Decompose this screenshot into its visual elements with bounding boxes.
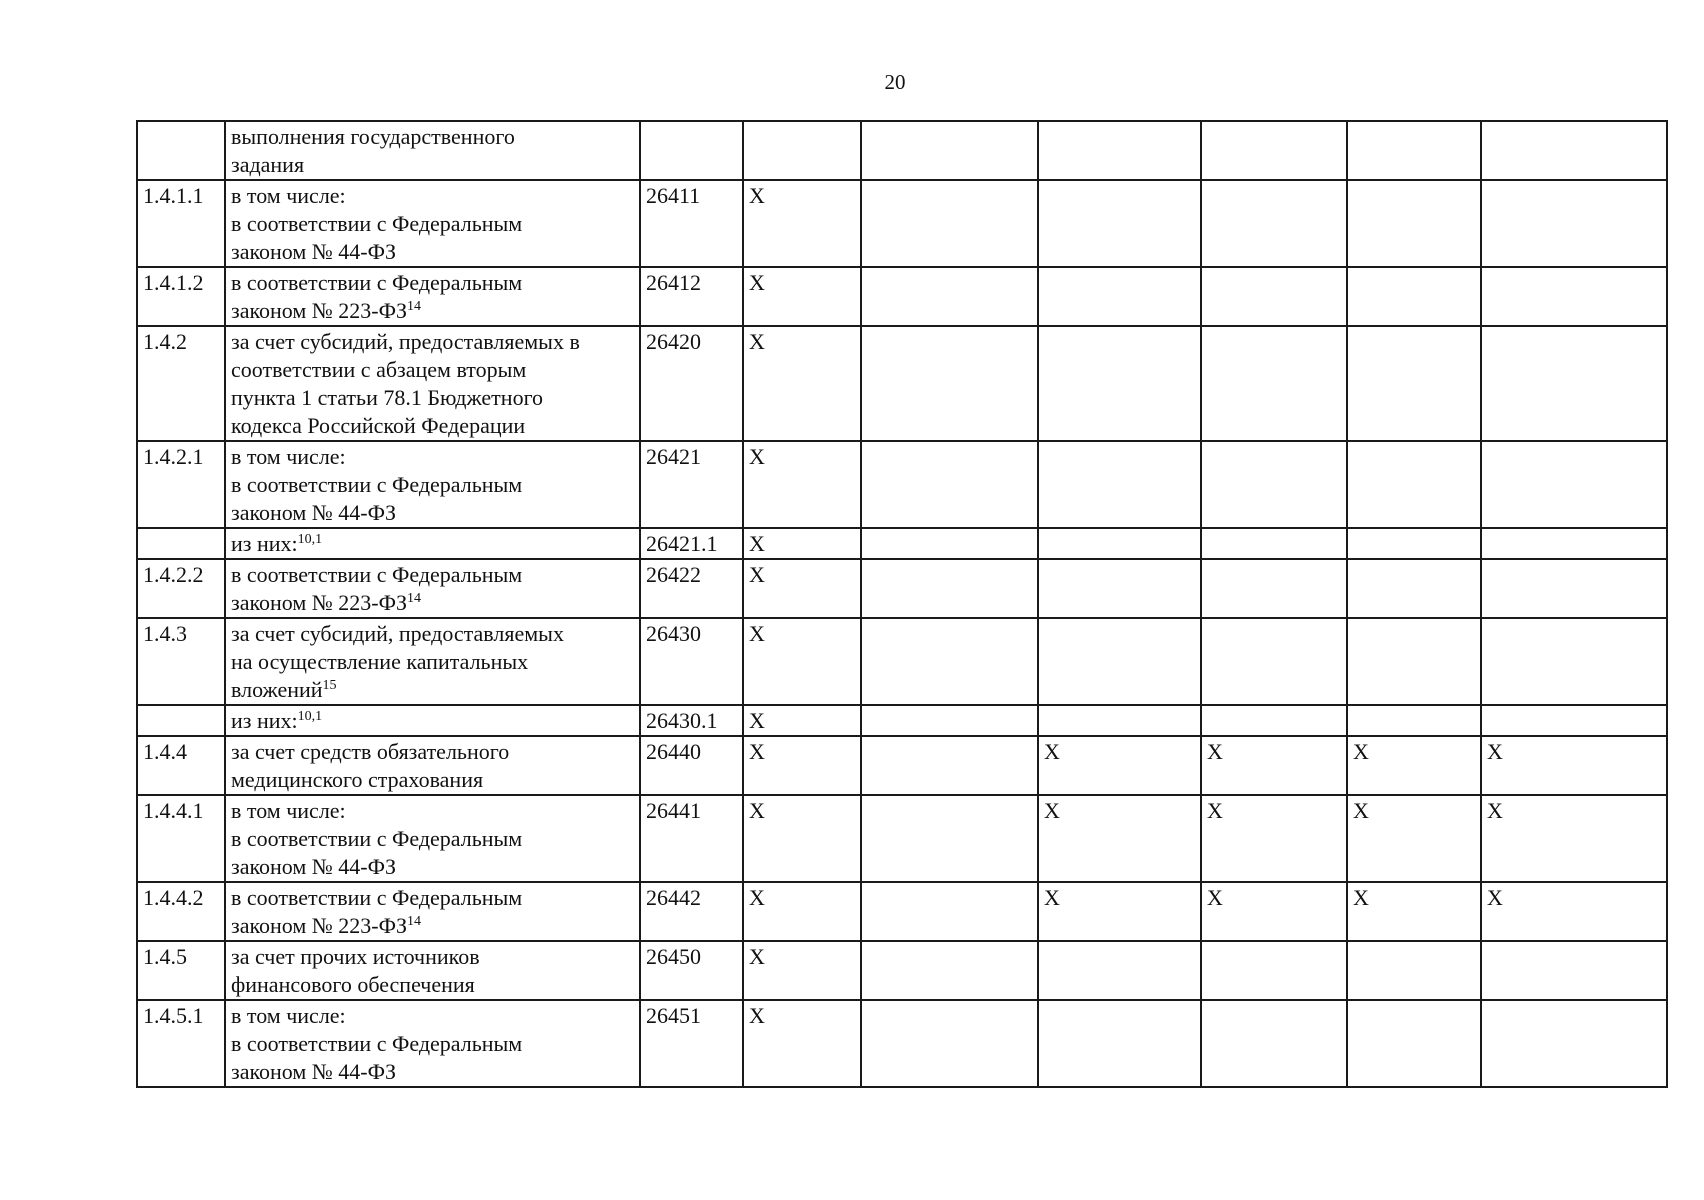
row-code-cell: 26420	[640, 326, 743, 441]
table-row	[137, 882, 1667, 941]
value-cell-5	[1038, 618, 1201, 705]
description-text: в соответствии с Федеральным	[231, 1031, 523, 1056]
description-line	[231, 676, 634, 704]
description-text: законом № 44-ФЗ	[231, 854, 397, 879]
row-number-cell	[137, 121, 225, 180]
row-description-cell	[225, 736, 640, 795]
value-cell-6	[1201, 618, 1347, 705]
row-number-cell: 1.4.2.2	[137, 559, 225, 618]
description-line	[231, 384, 634, 412]
value-cell-6	[1201, 1000, 1347, 1087]
row-number-cell: 1.4.5	[137, 941, 225, 1000]
description-line	[231, 443, 634, 471]
value-cell-4	[861, 705, 1038, 736]
description-line	[231, 238, 634, 266]
table-row	[137, 326, 1667, 441]
row-description-cell	[225, 882, 640, 941]
row-description-cell	[225, 705, 640, 736]
description-text: в соответствии с Федеральным	[231, 211, 523, 236]
description-line	[231, 471, 634, 499]
description-text: пункта 1 статьи 78.1 Бюджетного	[231, 385, 544, 410]
value-cell-4	[861, 618, 1038, 705]
footnote-ref: 14	[407, 914, 422, 929]
value-cell-7: X	[1347, 736, 1481, 795]
value-cell-3: X	[743, 736, 861, 795]
value-cell-4	[861, 121, 1038, 180]
row-description-cell	[225, 180, 640, 267]
value-cell-5	[1038, 705, 1201, 736]
value-cell-5	[1038, 559, 1201, 618]
row-number-cell: 1.4.4.2	[137, 882, 225, 941]
value-cell-4	[861, 267, 1038, 326]
row-code-cell: 26421	[640, 441, 743, 528]
value-cell-8	[1481, 559, 1667, 618]
value-cell-8	[1481, 1000, 1667, 1087]
row-number-cell: 1.4.1.1	[137, 180, 225, 267]
row-code-cell: 26450	[640, 941, 743, 1000]
value-cell-7	[1347, 705, 1481, 736]
value-cell-7	[1347, 618, 1481, 705]
description-line	[231, 182, 634, 210]
table-row	[137, 795, 1667, 882]
row-code-cell: 26411	[640, 180, 743, 267]
value-cell-6	[1201, 941, 1347, 1000]
description-text: в соответствии с Федеральным	[231, 270, 523, 295]
value-cell-8: X	[1481, 795, 1667, 882]
description-line	[231, 971, 634, 999]
row-description-cell	[225, 121, 640, 180]
row-code-cell: 26430	[640, 618, 743, 705]
footnote-ref: 15	[322, 678, 337, 693]
value-cell-8	[1481, 441, 1667, 528]
row-code-cell	[640, 121, 743, 180]
description-text: за счет субсидий, предоставляемых	[231, 621, 564, 646]
table-row	[137, 441, 1667, 528]
table-row	[137, 941, 1667, 1000]
value-cell-3: X	[743, 441, 861, 528]
description-text: в том числе:	[231, 444, 346, 469]
value-cell-3: X	[743, 795, 861, 882]
value-cell-5: X	[1038, 882, 1201, 941]
description-text: законом № 44-ФЗ	[231, 1059, 397, 1084]
row-code-cell: 26441	[640, 795, 743, 882]
value-cell-3: X	[743, 1000, 861, 1087]
value-cell-4	[861, 326, 1038, 441]
description-text: в соответствии с Федеральным	[231, 562, 523, 587]
value-cell-4	[861, 795, 1038, 882]
value-cell-8: X	[1481, 882, 1667, 941]
value-cell-7	[1347, 267, 1481, 326]
description-text: медицинского страхования	[231, 767, 484, 792]
description-line	[231, 620, 634, 648]
description-text: законом № 44-ФЗ	[231, 500, 397, 525]
description-line	[231, 412, 634, 440]
description-line	[231, 297, 634, 325]
value-cell-8	[1481, 180, 1667, 267]
value-cell-5	[1038, 267, 1201, 326]
row-number-cell	[137, 528, 225, 559]
row-number-cell: 1.4.2	[137, 326, 225, 441]
value-cell-3: X	[743, 618, 861, 705]
description-text: законом № 223-ФЗ	[231, 913, 408, 938]
description-line	[231, 328, 634, 356]
footnote-ref: 14	[407, 299, 422, 314]
value-cell-5	[1038, 1000, 1201, 1087]
description-line	[231, 912, 634, 940]
description-text: на осуществление капитальных	[231, 649, 529, 674]
row-code-cell: 26412	[640, 267, 743, 326]
description-line	[231, 123, 634, 151]
value-cell-3: X	[743, 180, 861, 267]
value-cell-3: X	[743, 326, 861, 441]
description-text: за счет субсидий, предоставляемых в	[231, 329, 580, 354]
description-line	[231, 589, 634, 617]
description-line	[231, 356, 634, 384]
description-line	[231, 825, 634, 853]
value-cell-7	[1347, 326, 1481, 441]
value-cell-6	[1201, 705, 1347, 736]
value-cell-6	[1201, 267, 1347, 326]
description-line	[231, 738, 634, 766]
row-description-cell	[225, 559, 640, 618]
value-cell-3: X	[743, 882, 861, 941]
value-cell-8	[1481, 528, 1667, 559]
value-cell-7	[1347, 1000, 1481, 1087]
description-text: соответствии с абзацем вторым	[231, 357, 527, 382]
row-description-cell	[225, 941, 640, 1000]
value-cell-4	[861, 559, 1038, 618]
value-cell-5: X	[1038, 736, 1201, 795]
value-cell-6	[1201, 559, 1347, 618]
value-cell-8	[1481, 267, 1667, 326]
value-cell-3: X	[743, 941, 861, 1000]
value-cell-8: X	[1481, 736, 1667, 795]
description-line	[231, 499, 634, 527]
value-cell-3: X	[743, 559, 861, 618]
description-text: в том числе:	[231, 183, 346, 208]
description-text: в том числе:	[231, 1003, 346, 1028]
value-cell-7	[1347, 559, 1481, 618]
table-row	[137, 180, 1667, 267]
value-cell-6	[1201, 528, 1347, 559]
value-cell-3: X	[743, 705, 861, 736]
value-cell-8	[1481, 326, 1667, 441]
value-cell-4	[861, 1000, 1038, 1087]
row-description-cell	[225, 441, 640, 528]
row-description-cell	[225, 267, 640, 326]
table-row	[137, 705, 1667, 736]
row-code-cell: 26422	[640, 559, 743, 618]
row-code-cell: 26440	[640, 736, 743, 795]
value-cell-5	[1038, 528, 1201, 559]
value-cell-4	[861, 882, 1038, 941]
value-cell-7	[1347, 441, 1481, 528]
value-cell-8	[1481, 941, 1667, 1000]
description-line	[231, 648, 634, 676]
description-text: законом № 44-ФЗ	[231, 239, 397, 264]
value-cell-4	[861, 941, 1038, 1000]
description-text: за счет средств обязательного	[231, 739, 510, 764]
value-cell-3: X	[743, 528, 861, 559]
description-text: из них:	[231, 531, 298, 556]
description-text: законом № 223-ФЗ	[231, 590, 408, 615]
value-cell-4	[861, 180, 1038, 267]
description-line	[231, 530, 634, 558]
table-row	[137, 267, 1667, 326]
value-cell-6: X	[1201, 882, 1347, 941]
description-line	[231, 766, 634, 794]
row-code-cell: 26421.1	[640, 528, 743, 559]
value-cell-8	[1481, 121, 1667, 180]
value-cell-7: X	[1347, 795, 1481, 882]
description-text: задания	[231, 152, 305, 177]
table-row	[137, 1000, 1667, 1087]
row-number-cell: 1.4.4.1	[137, 795, 225, 882]
row-description-cell	[225, 528, 640, 559]
value-cell-6	[1201, 180, 1347, 267]
table-row	[137, 559, 1667, 618]
value-cell-3: X	[743, 267, 861, 326]
footnote-ref: 10,1	[297, 709, 323, 724]
value-cell-5	[1038, 121, 1201, 180]
table-row	[137, 528, 1667, 559]
value-cell-4	[861, 441, 1038, 528]
value-cell-7	[1347, 180, 1481, 267]
value-cell-5: X	[1038, 795, 1201, 882]
description-text: законом № 223-ФЗ	[231, 298, 408, 323]
table-body	[137, 121, 1667, 1087]
value-cell-7	[1347, 941, 1481, 1000]
description-text: выполнения государственного	[231, 124, 515, 149]
value-cell-7	[1347, 121, 1481, 180]
description-line	[231, 210, 634, 238]
footnote-ref: 14	[407, 591, 422, 606]
value-cell-5	[1038, 180, 1201, 267]
description-line	[231, 1030, 634, 1058]
row-description-cell	[225, 618, 640, 705]
value-cell-6: X	[1201, 736, 1347, 795]
row-code-cell: 26430.1	[640, 705, 743, 736]
description-text: в соответствии с Федеральным	[231, 826, 523, 851]
description-line	[231, 1002, 634, 1030]
description-text: кодекса Российской Федерации	[231, 413, 526, 438]
row-code-cell: 26442	[640, 882, 743, 941]
value-cell-8	[1481, 618, 1667, 705]
value-cell-3	[743, 121, 861, 180]
description-line	[231, 797, 634, 825]
value-cell-6	[1201, 326, 1347, 441]
description-line	[231, 707, 634, 735]
row-description-cell	[225, 1000, 640, 1087]
table-row	[137, 121, 1667, 180]
value-cell-7	[1347, 528, 1481, 559]
row-description-cell	[225, 326, 640, 441]
value-cell-6	[1201, 441, 1347, 528]
page-number: 20	[884, 70, 906, 94]
description-line	[231, 151, 634, 179]
value-cell-7: X	[1347, 882, 1481, 941]
value-cell-4	[861, 736, 1038, 795]
description-text: за счет прочих источников	[231, 944, 480, 969]
row-number-cell	[137, 705, 225, 736]
row-number-cell: 1.4.5.1	[137, 1000, 225, 1087]
description-text: в соответствии с Федеральным	[231, 885, 523, 910]
description-text: вложений	[231, 677, 323, 702]
row-code-cell: 26451	[640, 1000, 743, 1087]
description-line	[231, 1058, 634, 1086]
row-number-cell: 1.4.4	[137, 736, 225, 795]
description-line	[231, 943, 634, 971]
description-line	[231, 853, 634, 881]
value-cell-5	[1038, 941, 1201, 1000]
description-line	[231, 884, 634, 912]
description-line	[231, 561, 634, 589]
report-table	[136, 120, 1668, 1088]
row-number-cell: 1.4.3	[137, 618, 225, 705]
description-text: в том числе:	[231, 798, 346, 823]
row-number-cell: 1.4.2.1	[137, 441, 225, 528]
description-text: финансового обеспечения	[231, 972, 475, 997]
footnote-ref: 10,1	[297, 532, 323, 547]
value-cell-6: X	[1201, 795, 1347, 882]
value-cell-5	[1038, 441, 1201, 528]
value-cell-6	[1201, 121, 1347, 180]
row-description-cell	[225, 795, 640, 882]
description-line	[231, 269, 634, 297]
table-row	[137, 618, 1667, 705]
table-row	[137, 736, 1667, 795]
value-cell-8	[1481, 705, 1667, 736]
description-text: из них:	[231, 708, 298, 733]
row-number-cell: 1.4.1.2	[137, 267, 225, 326]
value-cell-5	[1038, 326, 1201, 441]
description-text: в соответствии с Федеральным	[231, 472, 523, 497]
value-cell-4	[861, 528, 1038, 559]
